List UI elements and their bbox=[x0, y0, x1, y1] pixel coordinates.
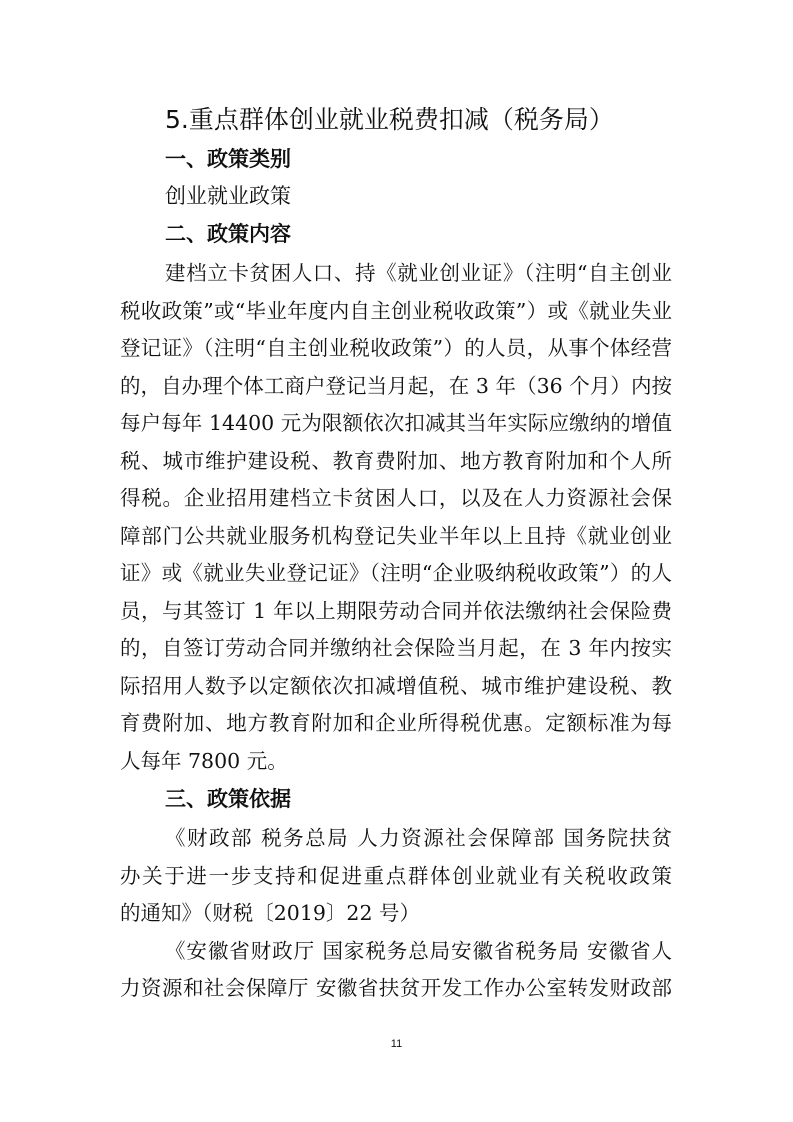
content-line-4: 的，自办理个体工商户登记当月起，在 3 年（36 个月）内按 bbox=[120, 374, 672, 398]
content-line-7: 得税。企业招用建档立卡贫困人口，以及在人力资源社会保 bbox=[120, 486, 672, 510]
content-line-12: 际招用人数予以定额依次扣减增值税、城市维护建设税、教 bbox=[120, 674, 672, 698]
basis-line-2: 办关于进一步支持和促进重点群体创业就业有关税收政策 bbox=[120, 864, 672, 888]
content-line-2: 税收政策”或“毕业年度内自主创业税收政策”）或《就业失业 bbox=[120, 299, 672, 323]
basis-line-1: 《财政部 税务总局 人力资源社会保障部 国务院扶贫 bbox=[165, 826, 672, 850]
content-line-13: 育费附加、地方教育附加和企业所得税优惠。定额标准为每 bbox=[120, 711, 672, 735]
basis-line-5: 力资源和社会保障厅 安徽省扶贫开发工作办公室转发财政部 bbox=[120, 976, 672, 1000]
section-heading-basis: 三、政策依据 bbox=[165, 787, 291, 811]
category-text: 创业就业政策 bbox=[165, 184, 291, 208]
content-line-3: 登记证》（注明“自主创业税收政策”）的人员，从事个体经营 bbox=[120, 336, 672, 360]
content-line-6: 税、城市维护建设税、教育费附加、地方教育附加和个人所 bbox=[120, 449, 672, 473]
content-line-9: 证》或《就业失业登记证》（注明“企业吸纳税收政策”）的人 bbox=[120, 561, 672, 585]
content-line-11: 的，自签订劳动合同并缴纳社会保险当月起，在 3 年内按实 bbox=[120, 636, 672, 660]
section-heading-category: 一、政策类别 bbox=[165, 147, 291, 171]
content-line-5: 每户每年 14400 元为限额依次扣减其当年实际应缴纳的增值 bbox=[120, 411, 672, 435]
document-title: 5.重点群体创业就业税费扣减（税务局） bbox=[165, 105, 614, 134]
content-line-10: 员，与其签订 1 年以上期限劳动合同并依法缴纳社会保险费 bbox=[120, 599, 672, 623]
page-number: 11 bbox=[390, 1038, 403, 1050]
content-line-14: 人每年 7800 元。 bbox=[120, 749, 288, 773]
basis-line-4: 《安徽省财政厅 国家税务总局安徽省税务局 安徽省人 bbox=[165, 939, 672, 963]
content-line-1: 建档立卡贫困人口、持《就业创业证》（注明“自主创业 bbox=[165, 261, 672, 285]
basis-line-3: 的通知》（财税〔2019〕22 号） bbox=[120, 901, 421, 925]
content-line-8: 障部门公共就业服务机构登记失业半年以上且持《就业创业 bbox=[120, 524, 672, 548]
section-heading-content: 二、政策内容 bbox=[165, 222, 291, 246]
